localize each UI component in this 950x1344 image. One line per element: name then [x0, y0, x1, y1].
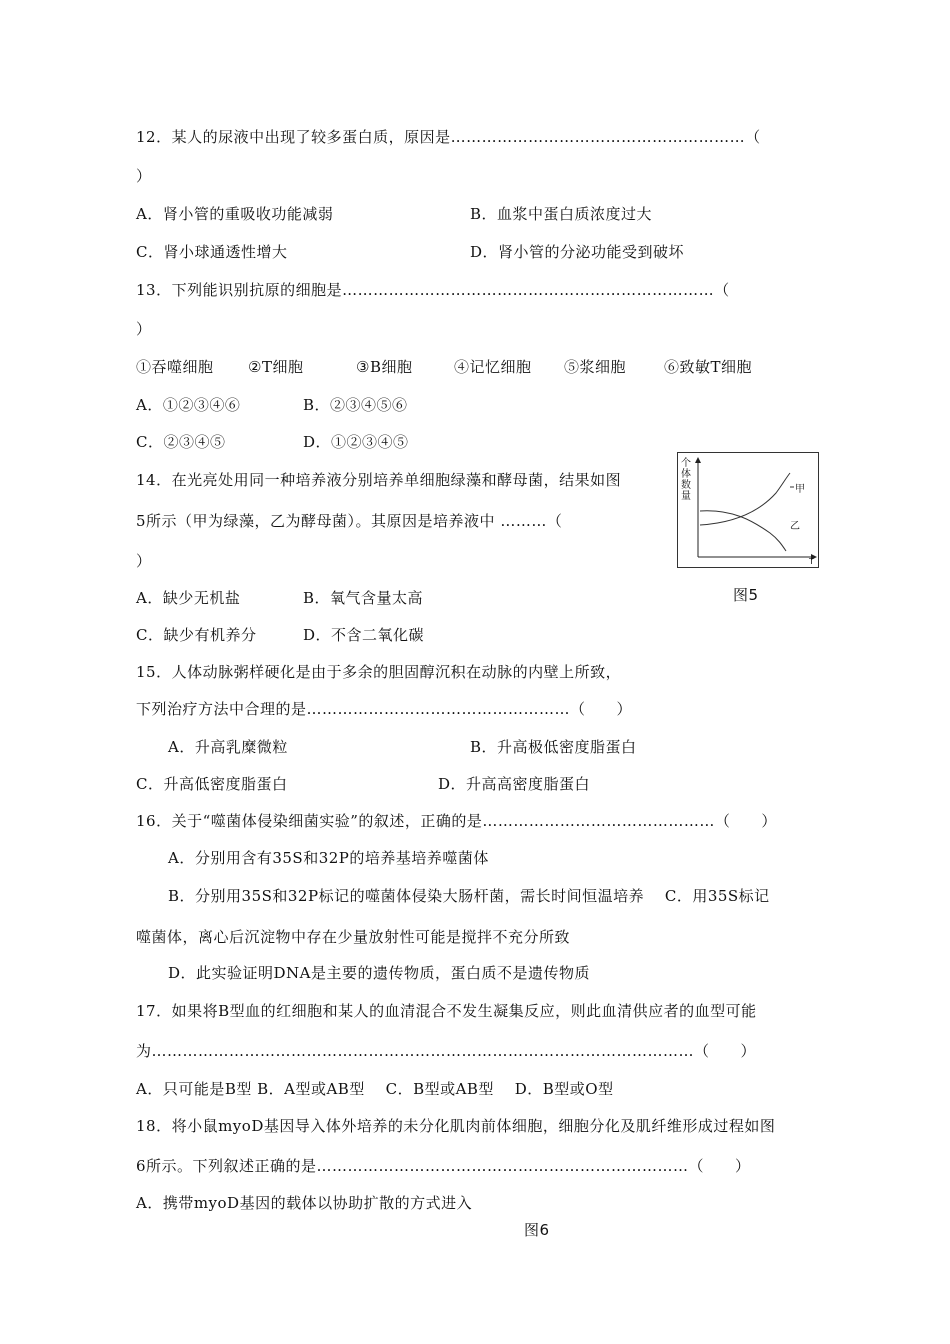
q15-option-b: B．升高极低密度脂蛋白	[470, 738, 637, 756]
q12-option-a: A．肾小管的重吸收功能减弱	[136, 205, 334, 223]
q12-option-d: D．肾小管的分泌功能受到破坏	[470, 243, 685, 261]
q18-stem-line1: 18．将小鼠myoD基因导入体外培养的未分化肌肉前体细胞，细胞分化及肌纤维形成过程如图	[136, 1117, 776, 1135]
q13-item-4: ④记忆细胞	[454, 358, 532, 376]
q13-stem: 13．下列能识别抗原的细胞是………………………………………………………………（	[136, 281, 730, 299]
q18-option-a: A．携带myoD基因的载体以协助扩散的方式进入	[136, 1194, 473, 1212]
figure-5-caption: 图5	[733, 586, 759, 604]
y-axis-arrow	[695, 457, 701, 463]
q13-option-d: D．①②③④⑤	[303, 433, 409, 451]
q14-option-d: D．不含二氧化碳	[303, 626, 425, 644]
figure-5-label-yi: 乙	[790, 521, 801, 532]
q12-option-c: C．肾小球通透性增大	[136, 243, 288, 261]
q15-option-c: C．升高低密度脂蛋白	[136, 775, 288, 793]
q16-option-d: D．此实验证明DNA是主要的遗传物质，蛋白质不是遗传物质	[168, 964, 591, 982]
q14-option-a: A．缺少无机盐	[136, 589, 241, 607]
q17-options: A．只可能是B型 B．A型或AB型 C．B型或AB型 D．B型或O型	[136, 1080, 614, 1098]
figure-5-label-jia: 甲	[795, 484, 806, 495]
q15-stem-line2: 下列治疗方法中合理的是……………………………………………（ ）	[136, 700, 633, 718]
figure-6-caption: 图6	[524, 1221, 550, 1239]
q13-item-1: ①吞噬细胞	[136, 358, 214, 376]
figure-5-graph	[678, 453, 818, 567]
q15-stem-line1: 15．人体动脉粥样硬化是由于多余的胆固醇沉积在动脉的内壁上所致，	[136, 663, 622, 681]
q13-option-c: C．②③④⑤	[136, 433, 226, 451]
q14-stem-line1: 14．在光亮处用同一种培养液分别培养单细胞绿藻和酵母菌，结果如图	[136, 471, 622, 489]
q17-stem-line1: 17．如果将B型血的红细胞和某人的血清混合不发生凝集反应，则此血清供应者的血型可能	[136, 1002, 757, 1020]
figure-5-xlabel: T	[809, 557, 815, 566]
q16-option-a: A．分别用含有35S和32P的培养基培养噬菌体	[168, 849, 489, 867]
q13-option-b: B．②③④⑤⑥	[303, 396, 408, 414]
q13-option-a: A．①②③④⑥	[136, 396, 241, 414]
q12-option-b: B．血浆中蛋白质浓度过大	[470, 205, 653, 223]
q17-stem-line2: 为……………………………………………………………………………………………（ ）	[136, 1042, 757, 1060]
q12-close-paren: ）	[136, 167, 152, 185]
q12-stem: 12．某人的尿液中出现了较多蛋白质，原因是…………………………………………………（	[136, 128, 761, 146]
q13-close-paren: ）	[136, 320, 152, 338]
q14-option-c: C．缺少有机养分	[136, 626, 257, 644]
q13-item-2: ②T细胞	[248, 358, 304, 376]
q16-option-b: B．分别用35S和32P标记的噬菌体侵染大肠杆菌，需长时间恒温培养 C．用35S标记	[168, 887, 770, 905]
curve-jia	[700, 473, 790, 525]
q13-item-6: ⑥致敏T细胞	[664, 358, 753, 376]
q15-option-a: A．升高乳糜微粒	[168, 738, 288, 756]
figure-5	[677, 452, 819, 568]
q15-option-d: D．升高高密度脂蛋白	[438, 775, 591, 793]
q18-stem-line2: 6所示。下列叙述正确的是………………………………………………………………（ ）	[136, 1157, 751, 1175]
q13-item-3: ③B细胞	[356, 358, 413, 376]
figure-5-ylabel: 个体数量	[681, 458, 692, 502]
curve-yi	[700, 511, 786, 551]
q13-item-5: ⑤浆细胞	[564, 358, 627, 376]
q14-stem-line2: 5所示（甲为绿藻，乙为酵母菌）。其原因是培养液中 ………（	[136, 512, 563, 530]
q16-option-c-continued: 噬菌体，离心后沉淀物中存在少量放射性可能是搅拌不充分所致	[136, 928, 571, 946]
q14-option-b: B．氧气含量太高	[303, 589, 424, 607]
q14-close-paren: ）	[136, 552, 152, 570]
q16-stem: 16．关于“噬菌体侵染细菌实验”的叙述，正确的是………………………………………（ ）	[136, 812, 777, 830]
